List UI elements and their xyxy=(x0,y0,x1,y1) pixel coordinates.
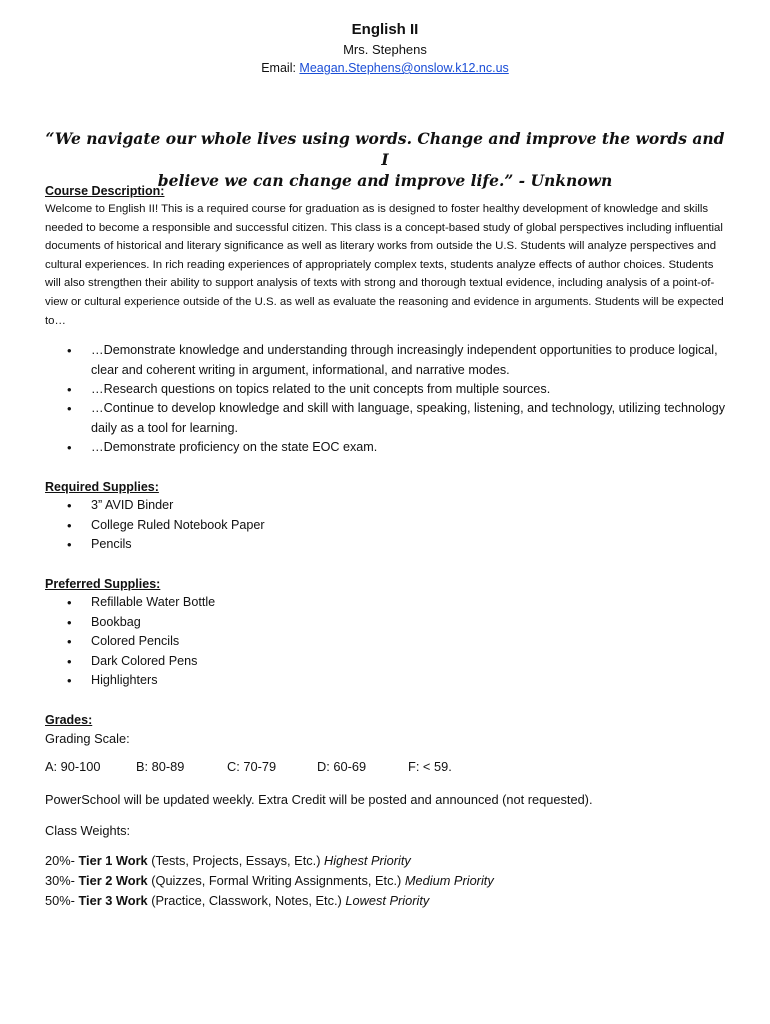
bullet-icon: • xyxy=(67,381,72,397)
weight-row: 20%- Tier 1 Work (Tests, Projects, Essays, Etc.) Highest Priority xyxy=(45,853,411,868)
list-item: • …Demonstrate proficiency on the state EOC exam. xyxy=(45,438,730,457)
grading-scale xyxy=(45,759,730,779)
quote-line-1: “We navigate our whole lives using words. Change and improve the words and I xyxy=(45,129,725,169)
grades-heading: Grades: xyxy=(45,713,93,727)
required-supplies-section xyxy=(45,478,730,555)
course-description-paragraph: Welcome to English II! This is a required course for graduation as is designed to foster healthy development of knowledge and skills needed to become a responsible and successful citizen. This class is a concept-based study of global perspectives including influential documents of historical and literary significance as well as literary works from outside the U.S. Students will analyze perspectives and cultural experiences. In rich reading experiences of appropriately complex texts, students analyze effects of author choices. Students will also strengthen their ability to support analysis of texts with strong and thorough textual evidence, including analysis of a point-of-view or cultural experience outside of the U.S. as well as evaluate the reasoning and evidence in arguments. Students will be expected to… xyxy=(45,203,724,327)
list-item: • Pencils xyxy=(45,535,730,555)
course-description-section xyxy=(45,182,730,458)
list-item: • Highlighters xyxy=(45,671,730,691)
required-supplies-heading: Required Supplies: xyxy=(45,480,159,494)
bullet-icon: • xyxy=(67,401,72,417)
email-label: Email: xyxy=(261,61,300,75)
grades-section xyxy=(45,711,730,911)
grade-a: A: 90-100 xyxy=(45,759,101,774)
bullet-icon: • xyxy=(67,498,72,513)
bullet-icon: • xyxy=(67,517,72,533)
document-header xyxy=(0,20,770,78)
list-item: • Refillable Water Bottle xyxy=(45,593,730,613)
course-title: English II xyxy=(351,21,419,38)
grade-d: D: 60-69 xyxy=(317,759,367,774)
list-item: • …Research questions on topics related to the unit concepts from multiple sources. xyxy=(45,380,730,399)
powerschool-note: PowerSchool will be updated weekly. Extra Credit will be posted and announced (not requested). xyxy=(45,792,593,807)
bullet-icon: • xyxy=(67,595,72,610)
list-item: • Colored Pencils xyxy=(45,632,730,652)
bullet-icon: • xyxy=(67,440,72,456)
course-description-heading: Course Description: xyxy=(45,184,165,198)
bullet-icon: • xyxy=(67,614,72,630)
grading-scale-label: Grading Scale: xyxy=(45,731,130,746)
bullet-icon: • xyxy=(67,634,72,650)
list-item: • Bookbag xyxy=(45,613,730,633)
grade-f: F: < 59. xyxy=(408,759,452,774)
weight-row: 50%- Tier 3 Work (Practice, Classwork, Notes, Etc.) Lowest Priority xyxy=(45,893,430,908)
teacher-name: Mrs. Stephens xyxy=(343,42,427,57)
email-link[interactable]: Meagan.Stephens@onslow.k12.nc.us xyxy=(299,61,509,75)
preferred-supplies-list xyxy=(45,593,730,691)
bullet-icon: • xyxy=(67,673,72,689)
quote-line-2: believe we can change and improve life.” - Unknown xyxy=(157,171,613,190)
preferred-supplies-heading: Preferred Supplies: xyxy=(45,577,161,591)
grade-b: B: 80-89 xyxy=(136,759,185,774)
class-weights-label: Class Weights: xyxy=(45,823,131,838)
required-supplies-list xyxy=(45,496,730,555)
class-weights xyxy=(45,851,730,911)
list-item: • …Continue to develop knowledge and skill with language, speaking, listening, and technology, utilizing technology daily as a tool for learning. xyxy=(67,401,726,435)
grade-c: C: 70-79 xyxy=(227,759,277,774)
list-item: • Dark Colored Pens xyxy=(45,652,730,672)
weight-row: 30%- Tier 2 Work (Quizzes, Formal Writing Assignments, Etc.) Medium Priority xyxy=(45,873,494,888)
expectations-list xyxy=(45,341,730,457)
bullet-icon: • xyxy=(67,653,72,669)
list-item: • …Demonstrate knowledge and understanding through increasingly independent opportunities to produce logical, clear and coherent writing in argument, informational, and narrative modes. xyxy=(67,343,718,377)
list-item: • College Ruled Notebook Paper xyxy=(45,516,730,536)
bullet-icon: • xyxy=(67,537,72,553)
email-line xyxy=(0,59,770,78)
list-item: • 3” AVID Binder xyxy=(45,496,730,516)
preferred-supplies-section xyxy=(45,575,730,691)
bullet-icon: • xyxy=(67,343,72,359)
